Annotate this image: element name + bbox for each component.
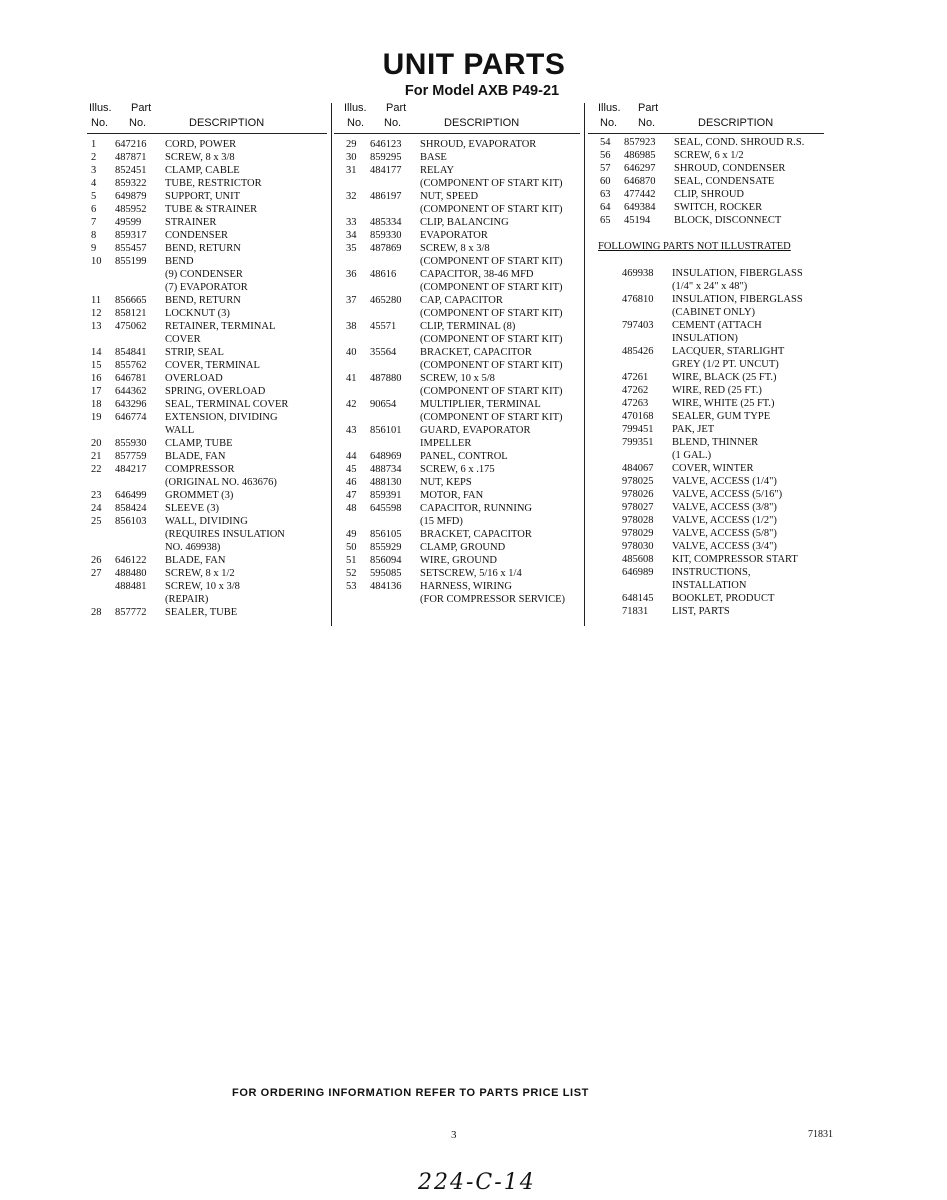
part-description: SWITCH, ROCKER	[674, 202, 763, 213]
illus-number: 11	[91, 295, 102, 306]
part-description: SEALER, TUBE	[165, 607, 238, 618]
part-description: MOTOR, FAN	[420, 490, 484, 501]
handwritten-note: 224-C-14	[418, 1170, 536, 1195]
illus-number: 25	[91, 516, 102, 527]
part-description: VALVE, ACCESS (3/8")	[672, 502, 777, 513]
part-number: 47263	[622, 398, 649, 409]
part-description: (COMPONENT OF START KIT)	[420, 386, 563, 397]
part-description: PAK, JET	[672, 424, 715, 435]
part-description: TUBE & STRAINER	[165, 204, 258, 215]
part-description: SCREW, 8 x 1/2	[165, 568, 235, 579]
part-description: WIRE, GROUND	[420, 555, 497, 566]
part-description: CORD, POWER	[165, 139, 237, 150]
part-description: (FOR COMPRESSOR SERVICE)	[420, 594, 566, 605]
part-description: (COMPONENT OF START KIT)	[420, 360, 563, 371]
illus-number: 24	[91, 503, 102, 514]
part-number: 859295	[370, 152, 402, 163]
part-description: BEND, RETURN	[165, 295, 241, 306]
illus-number: 7	[91, 217, 97, 228]
part-description: (ORIGINAL NO. 463676)	[165, 477, 277, 488]
part-description: EXTENSION, DIVIDING	[165, 412, 278, 423]
part-number: 645598	[370, 503, 402, 514]
illus-number: 57	[600, 163, 611, 174]
illus-number: 18	[91, 399, 102, 410]
part-number: 475062	[115, 321, 147, 332]
part-description: NO. 469938)	[165, 542, 221, 553]
part-number: 856094	[370, 555, 402, 566]
illus-number: 65	[600, 215, 611, 226]
part-description: SPRING, OVERLOAD	[165, 386, 266, 397]
part-description: RETAINER, TERMINAL	[165, 321, 276, 332]
illus-number: 53	[346, 581, 357, 592]
part-description: WIRE, WHITE (25 FT.)	[672, 398, 775, 409]
header-description: DESCRIPTION	[444, 117, 520, 129]
illus-number: 15	[91, 360, 102, 371]
part-description: STRAINER	[165, 217, 217, 228]
part-number: 47261	[622, 372, 649, 383]
part-number: 45194	[624, 215, 651, 226]
page-title: UNIT PARTS	[382, 48, 566, 81]
part-number: 469938	[622, 268, 654, 279]
part-number: 855930	[115, 438, 147, 449]
illus-number: 35	[346, 243, 357, 254]
part-description: BASE	[420, 152, 447, 163]
part-description: COVER, WINTER	[672, 463, 754, 474]
part-description: VALVE, ACCESS (1/2")	[672, 515, 777, 526]
part-number: 859391	[370, 490, 402, 501]
part-description: CLAMP, GROUND	[420, 542, 506, 553]
illus-number: 48	[346, 503, 357, 514]
part-number: 978028	[622, 515, 654, 526]
column-header	[344, 102, 584, 132]
illus-number: 49	[346, 529, 357, 540]
part-number: 470168	[622, 411, 654, 422]
part-description: SCREW, 8 x 3/8	[420, 243, 490, 254]
illus-number: 33	[346, 217, 357, 228]
illus-number: 21	[91, 451, 102, 462]
illus-number: 12	[91, 308, 102, 319]
part-number: 857923	[624, 137, 656, 148]
part-number: 856105	[370, 529, 402, 540]
part-description: STRIP, SEAL	[165, 347, 224, 358]
header-part: Part	[131, 102, 152, 114]
column-divider	[331, 103, 332, 626]
header-no: No.	[347, 117, 365, 129]
part-description: SCREW, 6 x .175	[420, 464, 495, 475]
part-number: 484217	[115, 464, 147, 475]
part-description: COVER, TERMINAL	[165, 360, 260, 371]
document-number: 71831	[808, 1129, 833, 1140]
part-description: SCREW, 6 x 1/2	[674, 150, 744, 161]
header-description: DESCRIPTION	[189, 117, 265, 129]
illus-number: 44	[346, 451, 357, 462]
part-description: BLADE, FAN	[165, 451, 226, 462]
part-description: BEND, RETURN	[165, 243, 241, 254]
part-number: 48616	[370, 269, 397, 280]
part-description: (COMPONENT OF START KIT)	[420, 256, 563, 267]
part-number: 859330	[370, 230, 402, 241]
illus-number: 22	[91, 464, 102, 475]
part-description: CLAMP, CABLE	[165, 165, 240, 176]
part-number: 855457	[115, 243, 147, 254]
part-number: 858424	[115, 503, 147, 514]
part-description: BRACKET, CAPACITOR	[420, 529, 532, 540]
part-description: GREY (1/2 PT. UNCUT)	[672, 359, 779, 370]
part-number: 858121	[115, 308, 147, 319]
part-description: CLIP, TERMINAL (8)	[420, 321, 516, 332]
part-description: EVAPORATOR	[420, 230, 488, 241]
part-number: 857759	[115, 451, 147, 462]
header-part: Part	[386, 102, 407, 114]
part-number: 488480	[115, 568, 147, 579]
part-number: 646774	[115, 412, 147, 423]
part-description: COVER	[165, 334, 201, 345]
part-number: 71831	[622, 606, 649, 617]
part-description: (COMPONENT OF START KIT)	[420, 334, 563, 345]
part-number: 646989	[622, 567, 654, 578]
part-number: 649384	[624, 202, 656, 213]
part-description: (9) CONDENSER	[165, 269, 243, 280]
part-number: 477442	[624, 189, 656, 200]
column-2	[344, 102, 584, 605]
part-number: 646781	[115, 373, 147, 384]
part-description: SEAL, COND. SHROUD R.S.	[674, 137, 805, 148]
part-number: 484136	[370, 581, 402, 592]
part-number: 978026	[622, 489, 654, 500]
part-description: SEAL, CONDENSATE	[674, 176, 775, 187]
part-number: 799351	[622, 437, 654, 448]
part-number: 855199	[115, 256, 147, 267]
illus-number: 32	[346, 191, 357, 202]
part-description: NUT, SPEED	[420, 191, 479, 202]
part-description: SEALER, GUM TYPE	[672, 411, 771, 422]
illus-number: 50	[346, 542, 357, 553]
part-description: CAP, CAPACITOR	[420, 295, 503, 306]
part-description: LOCKNUT (3)	[165, 308, 230, 319]
illus-number: 40	[346, 347, 357, 358]
part-number: 45571	[370, 321, 397, 332]
part-number: 487869	[370, 243, 402, 254]
part-number: 465280	[370, 295, 402, 306]
illus-number: 19	[91, 412, 102, 423]
part-number: 485952	[115, 204, 147, 215]
part-description: VALVE, ACCESS (5/8")	[672, 528, 777, 539]
part-description: CLAMP, TUBE	[165, 438, 233, 449]
illus-number: 2	[91, 152, 97, 163]
illus-number: 13	[91, 321, 102, 332]
header-no: No.	[129, 117, 147, 129]
part-number: 646297	[624, 163, 656, 174]
illus-number: 46	[346, 477, 357, 488]
part-description: WIRE, BLACK (25 FT.)	[672, 372, 777, 383]
part-description: SCREW, 10 x 3/8	[165, 581, 240, 592]
part-number: 484177	[370, 165, 402, 176]
illus-number: 38	[346, 321, 357, 332]
part-number: 488481	[115, 581, 147, 592]
header-illus: Illus.	[89, 102, 112, 114]
part-description: IMPELLER	[420, 438, 472, 449]
illus-number: 31	[346, 165, 357, 176]
part-description: RELAY	[420, 165, 455, 176]
part-description: INSULATION, FIBERGLASS	[672, 268, 803, 279]
illus-number: 36	[346, 269, 357, 280]
part-number: 859317	[115, 230, 147, 241]
part-description: PANEL, CONTROL	[420, 451, 508, 462]
part-description: SHROUD, CONDENSER	[674, 163, 786, 174]
part-number: 646122	[115, 555, 147, 566]
part-description: LACQUER, STARLIGHT	[672, 346, 785, 357]
part-description: INSTALLATION	[672, 580, 747, 591]
part-description: TUBE, RESTRICTOR	[165, 178, 262, 189]
part-description: CLIP, BALANCING	[420, 217, 509, 228]
part-description: NUT, KEPS	[420, 477, 472, 488]
part-number: 978030	[622, 541, 654, 552]
part-number: 649879	[115, 191, 147, 202]
header-description: DESCRIPTION	[698, 117, 774, 129]
part-description: (7) EVAPORATOR	[165, 282, 248, 293]
part-number: 856665	[115, 295, 147, 306]
part-number: 856101	[370, 425, 402, 436]
illus-number: 20	[91, 438, 102, 449]
part-description: (CABINET ONLY)	[672, 307, 756, 318]
illus-number: 27	[91, 568, 102, 579]
part-number: 648969	[370, 451, 402, 462]
part-description: WALL, DIVIDING	[165, 516, 248, 527]
illus-number: 60	[600, 176, 611, 187]
illus-number: 10	[91, 256, 102, 267]
part-number: 646123	[370, 139, 402, 150]
part-description: CONDENSER	[165, 230, 229, 241]
illus-number: 29	[346, 139, 357, 150]
part-description: INSULATION, FIBERGLASS	[672, 294, 803, 305]
illus-number: 28	[91, 607, 102, 618]
part-number: 978029	[622, 528, 654, 539]
part-number: 646499	[115, 490, 147, 501]
illus-number: 63	[600, 189, 611, 200]
part-description: BOOKLET, PRODUCT	[672, 593, 775, 604]
part-number: 49599	[115, 217, 142, 228]
part-description: SEAL, TERMINAL COVER	[165, 399, 289, 410]
header-no: No.	[384, 117, 402, 129]
header-rule	[588, 133, 824, 134]
part-description: GUARD, EVAPORATOR	[420, 425, 531, 436]
part-number: 855762	[115, 360, 147, 371]
part-description: (COMPONENT OF START KIT)	[420, 282, 563, 293]
page-number: 3	[451, 1129, 457, 1141]
illus-number: 47	[346, 490, 357, 501]
part-number: 488130	[370, 477, 402, 488]
illus-number: 26	[91, 555, 102, 566]
part-number: 854841	[115, 347, 147, 358]
part-number: 485334	[370, 217, 402, 228]
part-description: KIT, COMPRESSOR START	[672, 554, 798, 565]
ordering-note: FOR ORDERING INFORMATION REFER TO PARTS PRICE LIST	[232, 1087, 589, 1099]
part-number: 856103	[115, 516, 147, 527]
part-description: VALVE, ACCESS (3/4")	[672, 541, 777, 552]
illus-number: 41	[346, 373, 357, 384]
part-description: SCREW, 8 x 3/8	[165, 152, 235, 163]
part-description: GROMMET (3)	[165, 490, 234, 501]
illus-number: 51	[346, 555, 357, 566]
part-description: HARNESS, WIRING	[420, 581, 512, 592]
part-description: (1 GAL.)	[672, 450, 712, 461]
part-description: WIRE, RED (25 FT.)	[672, 385, 762, 396]
illus-number: 17	[91, 386, 102, 397]
part-description: (COMPONENT OF START KIT)	[420, 178, 563, 189]
part-number: 485426	[622, 346, 654, 357]
header-part: Part	[638, 102, 659, 114]
part-number: 476810	[622, 294, 654, 305]
part-description: SCREW, 10 x 5/8	[420, 373, 495, 384]
header-no: No.	[638, 117, 656, 129]
section-title: FOLLOWING PARTS NOT ILLUSTRATED	[598, 241, 791, 252]
part-description: WALL	[165, 425, 195, 436]
column-3	[598, 102, 828, 617]
page-subtitle: For Model AXB P49-21	[404, 83, 560, 99]
part-number: 978025	[622, 476, 654, 487]
part-description: (COMPONENT OF START KIT)	[420, 308, 563, 319]
part-description: VALVE, ACCESS (5/16")	[672, 489, 783, 500]
part-number: 485608	[622, 554, 654, 565]
part-description: SHROUD, EVAPORATOR	[420, 139, 537, 150]
part-number: 857772	[115, 607, 147, 618]
illus-number: 8	[91, 230, 97, 241]
part-number: 487880	[370, 373, 402, 384]
part-description: CEMENT (ATTACH	[672, 320, 762, 331]
part-number: 644362	[115, 386, 147, 397]
part-description: (REQUIRES INSULATION	[165, 529, 285, 540]
part-number: 647216	[115, 139, 147, 150]
illus-number: 43	[346, 425, 357, 436]
illus-number: 56	[600, 150, 611, 161]
illus-number: 14	[91, 347, 102, 358]
part-number: 648145	[622, 593, 654, 604]
part-number: 486197	[370, 191, 402, 202]
part-description: (COMPONENT OF START KIT)	[420, 204, 563, 215]
part-number: 799451	[622, 424, 654, 435]
illus-number: 37	[346, 295, 357, 306]
part-number: 643296	[115, 399, 147, 410]
header-illus: Illus.	[598, 102, 621, 114]
illus-number: 5	[91, 191, 97, 202]
part-description: BEND	[165, 256, 194, 267]
illus-number: 42	[346, 399, 357, 410]
column-1	[89, 102, 329, 618]
illus-number: 1	[91, 139, 97, 150]
column-header	[89, 102, 329, 132]
illus-number: 54	[600, 137, 611, 148]
illus-number: 30	[346, 152, 357, 163]
illus-number: 9	[91, 243, 97, 254]
part-description: SLEEVE (3)	[165, 503, 219, 514]
illus-number: 6	[91, 204, 97, 215]
header-rule	[334, 133, 580, 134]
header-no: No.	[91, 117, 109, 129]
part-number: 646870	[624, 176, 656, 187]
part-description: INSTRUCTIONS,	[672, 567, 751, 578]
illus-number: 64	[600, 202, 611, 213]
part-description: (15 MFD)	[420, 516, 463, 527]
part-description: CAPACITOR, 38-46 MFD	[420, 269, 534, 280]
part-number: 484067	[622, 463, 654, 474]
part-description: BLADE, FAN	[165, 555, 226, 566]
part-number: 855929	[370, 542, 402, 553]
header-no: No.	[600, 117, 618, 129]
illus-number: 4	[91, 178, 97, 189]
part-description: (1/4" x 24" x 48")	[672, 281, 748, 292]
part-number: 90654	[370, 399, 397, 410]
illus-number: 34	[346, 230, 357, 241]
header-illus: Illus.	[344, 102, 367, 114]
part-description: COMPRESSOR	[165, 464, 235, 475]
part-number: 35564	[370, 347, 397, 358]
part-number: 978027	[622, 502, 654, 513]
part-number: 797403	[622, 320, 654, 331]
part-number: 859322	[115, 178, 147, 189]
part-description: INSULATION)	[672, 333, 738, 344]
illus-number: 52	[346, 568, 357, 579]
part-description: (COMPONENT OF START KIT)	[420, 412, 563, 423]
column-divider	[584, 103, 585, 626]
part-number: 852451	[115, 165, 147, 176]
part-description: SUPPORT, UNIT	[165, 191, 241, 202]
part-number: 47262	[622, 385, 649, 396]
part-description: BRACKET, CAPACITOR	[420, 347, 532, 358]
column-header	[598, 102, 828, 132]
part-description: BLOCK, DISCONNECT	[674, 215, 782, 226]
part-number: 486985	[624, 150, 656, 161]
part-number: 487871	[115, 152, 147, 163]
part-description: VALVE, ACCESS (1/4")	[672, 476, 777, 487]
part-number: 595085	[370, 568, 402, 579]
part-description: SETSCREW, 5/16 x 1/4	[420, 568, 522, 579]
illus-number: 3	[91, 165, 97, 176]
part-description: BLEND, THINNER	[672, 437, 759, 448]
part-description: CLIP, SHROUD	[674, 189, 745, 200]
illus-number: 16	[91, 373, 102, 384]
header-rule	[87, 133, 327, 134]
part-description: CAPACITOR, RUNNING	[420, 503, 533, 514]
illus-number: 23	[91, 490, 102, 501]
part-number: 488734	[370, 464, 402, 475]
part-description: MULTIPLIER, TERMINAL	[420, 399, 541, 410]
part-description: (REPAIR)	[165, 594, 209, 605]
part-description: LIST, PARTS	[672, 606, 730, 617]
illus-number: 45	[346, 464, 357, 475]
part-description: OVERLOAD	[165, 373, 223, 384]
